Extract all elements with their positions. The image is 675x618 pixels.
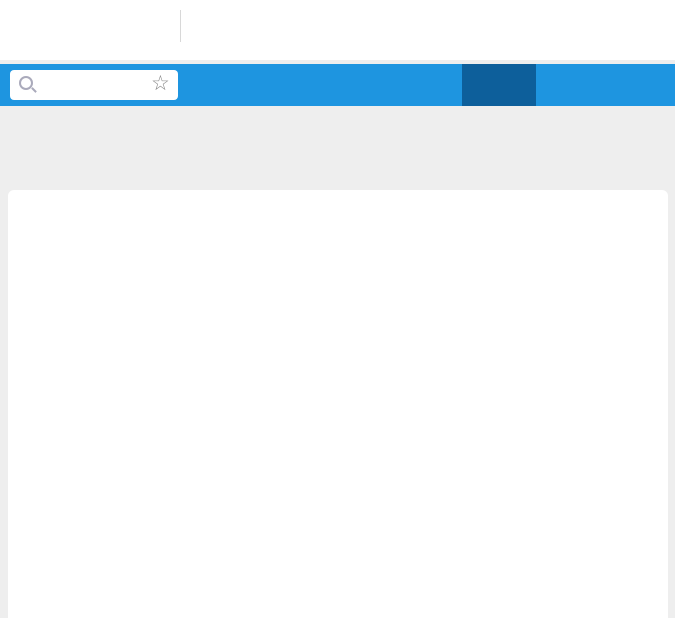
tab-10-days[interactable]: [462, 64, 536, 106]
tab-month[interactable]: [614, 64, 675, 106]
temperature-band: [8, 346, 668, 386]
header-divider: [180, 10, 181, 42]
city-search: [10, 70, 178, 100]
precipitation-bars: [8, 565, 668, 618]
tab-3-days[interactable]: [404, 64, 462, 106]
favorite-star-icon[interactable]: ☆: [151, 72, 170, 95]
search-icon: [19, 76, 33, 90]
forecast-widget: [8, 190, 668, 618]
tab-tomorrow[interactable]: [336, 64, 404, 106]
search-input[interactable]: [40, 75, 152, 95]
tab-2-weeks[interactable]: [536, 64, 614, 106]
site-header: [0, 0, 675, 60]
tab-now[interactable]: [188, 64, 260, 106]
tab-today[interactable]: [260, 64, 336, 106]
